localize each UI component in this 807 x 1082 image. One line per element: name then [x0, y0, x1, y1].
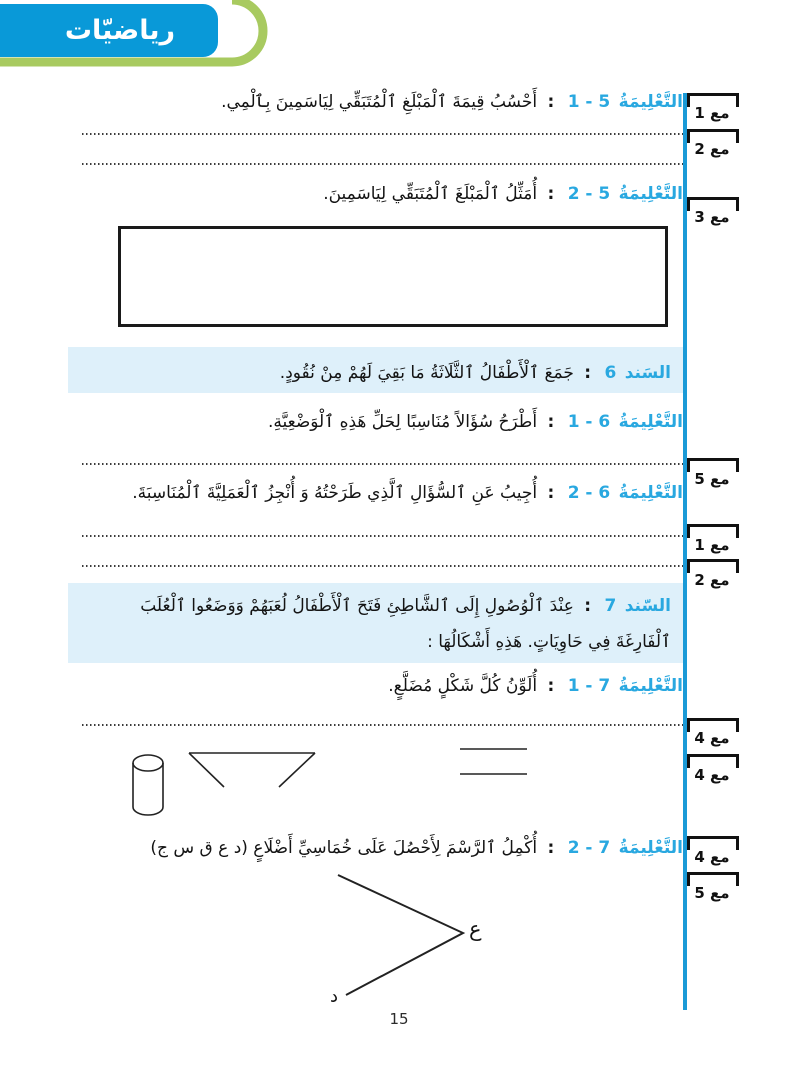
instruction-number: 6 - 2 [567, 483, 611, 503]
instruction-text: أُجِيبُ عَنِ ٱلسُّؤَالِ ٱلَّذِي طَرَحْتُهُ وَ أُنْجِزُ ٱلْعَمَلِيَّةَ ٱلْمُنَاسِبَةَ. [132, 483, 538, 503]
colon: : [547, 184, 555, 204]
colon: : [547, 483, 555, 503]
instruction-text: أُكْمِلُ ٱلرَّسْمَ لِأَحْصُلَ عَلَى خُمَاسِيِّ أَضْلَاعٍ (د ع ق س ج) [150, 838, 538, 858]
colon: : [547, 676, 555, 696]
instruction-label: التَّعْلِيمَةُ [618, 838, 683, 858]
parallel-lines-shape[interactable] [460, 749, 527, 774]
grade-tab: مع 4 [694, 848, 730, 866]
grade-tab: مع 2 [694, 571, 730, 589]
answer-line[interactable] [82, 535, 683, 537]
situation-text: عِنْدَ ٱلْوُصُولِ إِلَى ٱلشَّاطِئِ فَتَحَ ٱلْأَطْفَالُ لُعَبَهُمْ وَوَضَعُوا ٱلْعُلَبَ ٱلْفَارِغَةَ فِي حَاوِيَاتٍ. هَذِهِ أَشْكَالُهَا : [140, 596, 671, 652]
colon: : [584, 596, 592, 616]
grade-tab: مع 4 [694, 729, 730, 747]
grade-tab: مع 3 [694, 208, 730, 226]
instruction-label: التَّعْلِيمَةُ [618, 92, 683, 112]
answer-line[interactable] [82, 133, 683, 135]
answer-line[interactable] [82, 724, 683, 726]
situation-6-bar [68, 347, 683, 393]
instruction-label: التَّعْلِيمَةُ [618, 184, 683, 204]
answer-line[interactable] [82, 463, 683, 465]
cylinder-shape[interactable] [133, 755, 163, 815]
grade-tab: مع 1 [694, 536, 730, 554]
grade-tab: مع 1 [694, 104, 730, 122]
colon: : [547, 412, 555, 432]
situation-number: 7 [604, 596, 617, 616]
colon: : [547, 92, 555, 112]
colon: : [547, 838, 555, 858]
instruction-text: أُمَثِّلُ ٱلْمَبْلَغَ ٱلْمُتَبَقِّي لِيَاسَمِينَ. [323, 184, 538, 204]
instruction-label: التَّعْلِيمَةُ [618, 412, 683, 432]
instruction-5-1 [221, 87, 683, 117]
instruction-number: 7 - 1 [567, 676, 611, 696]
grade-tab: مع 5 [694, 470, 730, 488]
instruction-number: 5 - 2 [567, 184, 611, 204]
page-number: 15 [389, 1010, 409, 1028]
open-triangle-shape[interactable] [189, 753, 315, 787]
instruction-number: 5 - 1 [567, 92, 611, 112]
situation-7-bar [68, 583, 683, 663]
instruction-7-1 [388, 671, 683, 701]
instruction-6-2 [132, 478, 683, 508]
situation-number: 6 [604, 363, 617, 383]
instruction-text: أَطْرَحُ سُؤَالاً مُنَاسِبًا لِحَلِّ هَذِهِ ٱلْوَضْعِيَّةِ. [267, 412, 538, 432]
colon: : [584, 363, 592, 383]
answer-box[interactable] [118, 226, 668, 327]
instruction-number: 6 - 1 [567, 412, 611, 432]
subject-badge [0, 4, 218, 57]
grade-tab: مع 2 [694, 140, 730, 158]
instruction-6-1 [268, 407, 683, 437]
vertex-label-dal: د [330, 986, 339, 1007]
situation-label: السَند [624, 363, 671, 383]
grade-tab: مع 4 [694, 766, 730, 784]
instruction-label: التَّعْلِيمَةُ [618, 676, 683, 696]
instruction-text: أُلَوِّنُ كُلَّ شَكْلٍ مُضَلَّعٍ. [388, 676, 538, 696]
situation-label: السّند [624, 596, 671, 616]
subject-title: رياضيّات [64, 15, 176, 46]
situation-text: جَمَعَ ٱلْأَطْفَالُ ٱلثَّلَاثَةُ مَا بَقِيَ لَهُمْ مِنْ نُقُودٍ. [279, 363, 574, 383]
grade-tab: مع 5 [694, 884, 730, 902]
instruction-label: التَّعْلِيمَةُ [618, 483, 683, 503]
instruction-5-2 [323, 179, 683, 209]
instruction-text: أَحْسُبُ قِيمَةَ ٱلْمَبْلَغِ ٱلْمُتَبَقِّي لِيَاسَمِينَ بِٱلْمِي. [221, 92, 538, 112]
answer-line[interactable] [82, 565, 683, 567]
answer-line[interactable] [82, 163, 683, 165]
instruction-number: 7 - 2 [567, 838, 611, 858]
pentagon-zigzag[interactable] [338, 875, 463, 995]
instruction-7-2 [150, 833, 683, 863]
vertex-label-ain: ع [469, 917, 482, 941]
